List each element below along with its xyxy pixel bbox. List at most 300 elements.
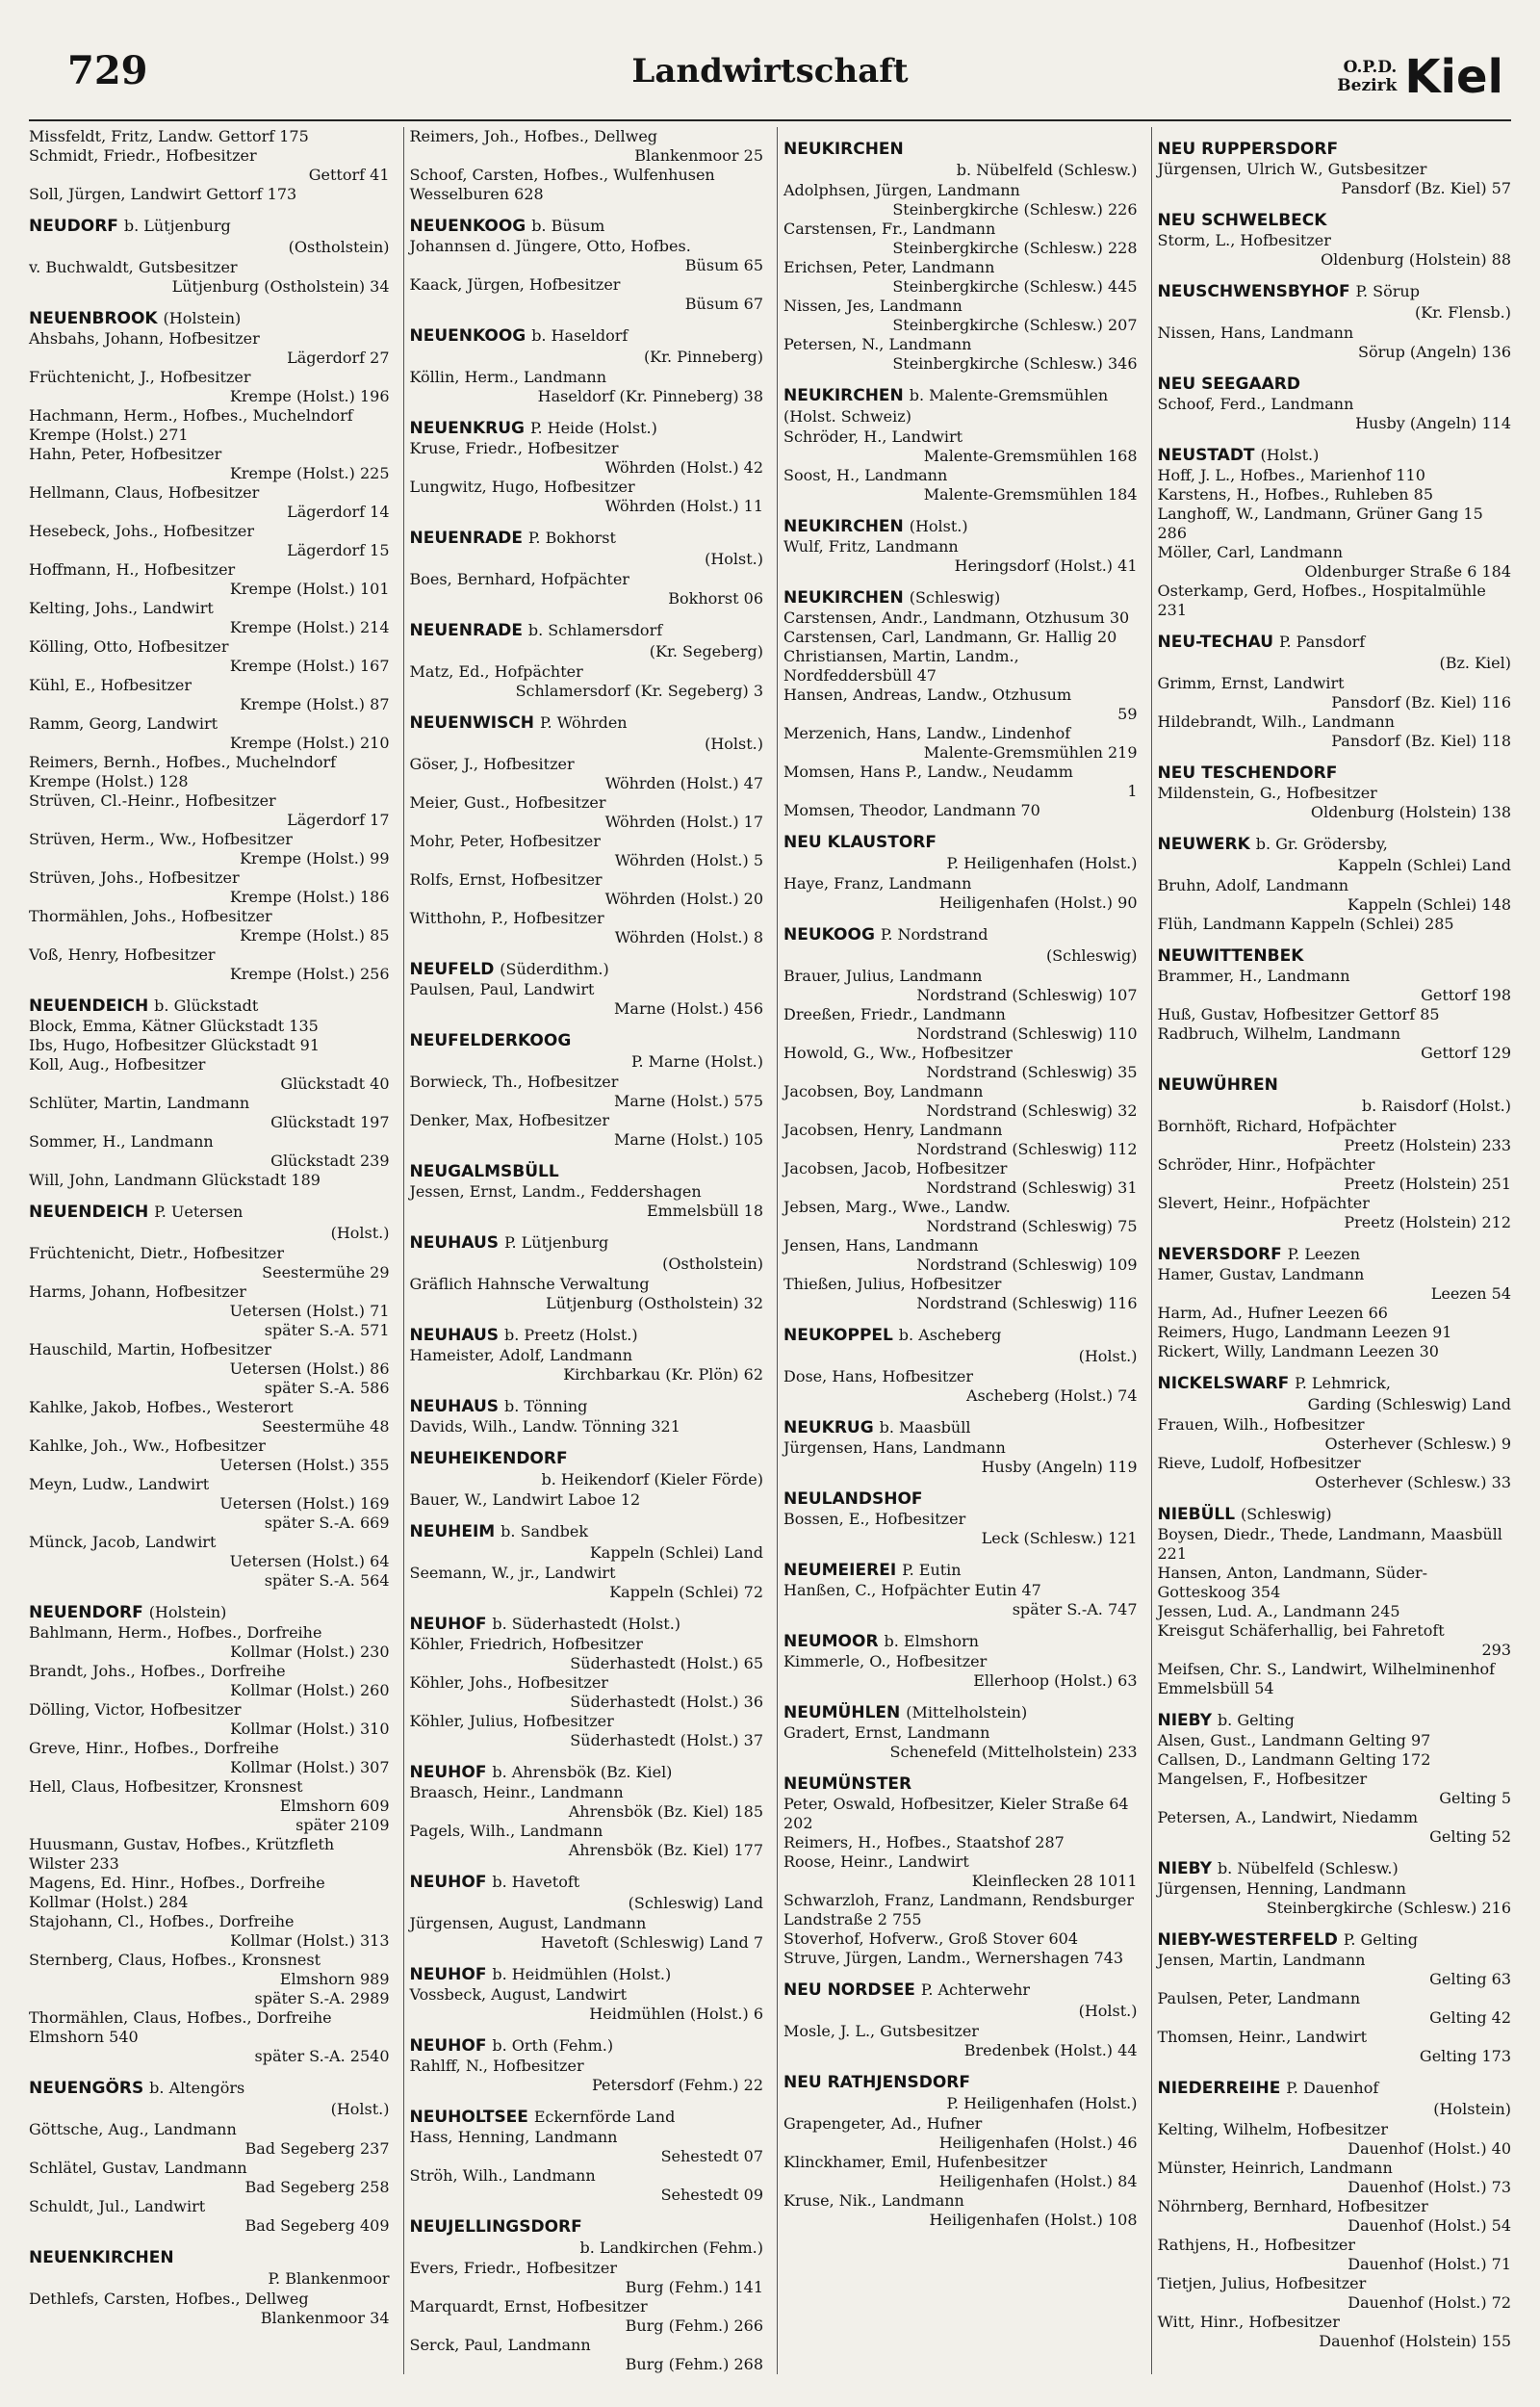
entry-location: Dauenhof (Holst.) 73 bbox=[1348, 2178, 1511, 2196]
place-name: NEUKIRCHEN bbox=[783, 588, 904, 608]
place-name: NIEBÜLL bbox=[1157, 1505, 1236, 1524]
entry-name: v. Buchwaldt, Gutsbesitzer bbox=[29, 258, 238, 276]
entry-location: Leezen 54 bbox=[1430, 1284, 1511, 1303]
entry-name: Thormählen, Johs., Hofbesitzer bbox=[29, 907, 272, 925]
entry-name: Soll, Jürgen, Landwirt Gettorf 173 bbox=[29, 185, 297, 203]
list-item bbox=[1158, 674, 1512, 712]
entry-location: Marne (Holst.) 105 bbox=[614, 1130, 763, 1149]
list-item bbox=[29, 1340, 390, 1398]
list-item bbox=[1158, 582, 1512, 620]
entry-name: Jensen, Hans, Landmann bbox=[783, 1236, 979, 1255]
place-qualifier-line: b. Heikendorf (Kieler Förde) bbox=[541, 1470, 763, 1488]
entry-name: Mohr, Peter, Hofbesitzer bbox=[409, 832, 601, 850]
place-name: NEUENBROOK bbox=[29, 309, 158, 328]
place-name: NEU TESCHENDORF bbox=[1157, 764, 1338, 783]
entry-name: Koll, Aug., Hofbesitzer bbox=[29, 1055, 206, 1074]
list-item bbox=[29, 1835, 390, 1874]
entry-name: Carstensen, Andr., Landmann, Otzhusum 30 bbox=[783, 608, 1130, 627]
entry-name: Hildebrandt, Wilh., Landmann bbox=[1157, 712, 1395, 731]
entry-location: Steinbergkirche (Schlesw.) 346 bbox=[892, 354, 1138, 373]
entry-location: Nordstrand (Schleswig) 109 bbox=[916, 1255, 1138, 1274]
list-item bbox=[410, 1346, 764, 1385]
list-item bbox=[1158, 1342, 1512, 1361]
entry-location: Steinbergkirche (Schlesw.) 445 bbox=[892, 277, 1138, 296]
place-qualifier: P. Leezen bbox=[1287, 1245, 1361, 1263]
place-name: NEUWÜHREN bbox=[1157, 1075, 1278, 1095]
list-item bbox=[29, 1739, 390, 1777]
entry-name: Roose, Heinr., Landwirt bbox=[783, 1852, 969, 1871]
place-heading bbox=[1158, 374, 1512, 395]
place-name: NEU RUPPERSDORF bbox=[1157, 140, 1339, 159]
entry-name: Strüven, Cl.-Heinr., Hofbesitzer bbox=[29, 791, 276, 810]
place-qualifier-line: (Kr. Flensb.) bbox=[1414, 303, 1511, 322]
entry-name: Dose, Hans, Hofbesitzer bbox=[783, 1367, 974, 1385]
place-name: NEUHEIKENDORF bbox=[409, 1449, 568, 1468]
place-qualifier: (Schleswig) bbox=[909, 588, 1001, 607]
place-heading bbox=[783, 2072, 1138, 2114]
place-heading bbox=[783, 516, 1138, 537]
list-item bbox=[410, 662, 764, 701]
list-item bbox=[783, 537, 1138, 576]
entry-location: Krempe (Holst.) 214 bbox=[229, 618, 390, 636]
list-item bbox=[1158, 505, 1512, 543]
entry-name: Rickert, Willy, Landmann Leezen 30 bbox=[1157, 1342, 1439, 1360]
entry-name: Merzenich, Hans, Landw., Lindenhof bbox=[783, 724, 1071, 742]
entry-location: Lütjenburg (Ostholstein) 34 bbox=[171, 277, 390, 296]
entry-name: Kelting, Wilhelm, Hofbesitzer bbox=[1157, 2120, 1389, 2138]
entry-name: Hansen, Andreas, Landw., Otzhusum bbox=[783, 686, 1072, 704]
entry-name: Witt, Hinr., Hofbesitzer bbox=[1157, 2313, 1340, 2331]
place-heading bbox=[410, 1964, 764, 1985]
list-item bbox=[29, 1017, 390, 1036]
place-qualifier-line: (Holst.) bbox=[1078, 2002, 1138, 2020]
entry-location: Marne (Holst.) 456 bbox=[614, 999, 763, 1018]
entry-location: Krempe (Holst.) 87 bbox=[240, 695, 390, 713]
entry-name: Meier, Gust., Hofbesitzer bbox=[409, 793, 606, 812]
place-name: NEUKRUG bbox=[783, 1418, 874, 1437]
entry-name: Braasch, Heinr., Landmann bbox=[409, 1783, 624, 1801]
list-item bbox=[29, 1533, 390, 1591]
page-header bbox=[29, 48, 1511, 121]
entry-name: Hanßen, C., Hofpächter Eutin 47 bbox=[783, 1581, 1041, 1599]
entry-name: Jebsen, Marg., Wwe., Landw. bbox=[783, 1198, 1011, 1216]
entry-location: Blankenmoor 34 bbox=[260, 2309, 390, 2327]
list-item bbox=[410, 1182, 764, 1221]
place-qualifier-line: (Kr. Pinneberg) bbox=[643, 348, 763, 366]
entry-name: Rathjens, H., Hofbesitzer bbox=[1157, 2236, 1356, 2254]
place-qualifier: P. Heide (Holst.) bbox=[529, 419, 657, 437]
place-heading bbox=[410, 1872, 764, 1914]
place-qualifier-line: P. Heiligenhafen (Holst.) bbox=[946, 2094, 1138, 2112]
entry-name: Greve, Hinr., Hofbes., Dorfreihe bbox=[29, 1739, 279, 1757]
list-item bbox=[1158, 1194, 1512, 1232]
entry-name: Hesebeck, Johs., Hofbesitzer bbox=[29, 522, 254, 540]
entry-name: Wulf, Fritz, Landmann bbox=[783, 537, 959, 556]
list-item bbox=[29, 1700, 390, 1739]
place-qualifier-line: b. Landkirchen (Fehm.) bbox=[579, 2239, 763, 2257]
list-item bbox=[29, 1244, 390, 1282]
entry-location: Gelting 5 bbox=[1439, 1789, 1511, 1807]
place-heading bbox=[410, 1232, 764, 1275]
place-name: NEUKIRCHEN bbox=[783, 140, 904, 159]
list-item bbox=[410, 1564, 764, 1602]
entry-name: Köhler, Friedrich, Hofbesitzer bbox=[409, 1635, 643, 1653]
place-name: NEUSTADT bbox=[1157, 446, 1255, 465]
entry-name: Nissen, Jes, Landmann bbox=[783, 297, 962, 315]
entry-location: Heringsdorf (Holst.) 41 bbox=[954, 556, 1138, 575]
entry-location: Oldenburg (Holstein) 138 bbox=[1310, 803, 1511, 821]
entry-name: Früchtenicht, J., Hofbesitzer bbox=[29, 368, 251, 386]
entry-name: Sommer, H., Landmann bbox=[29, 1132, 214, 1151]
entry-name: Hamer, Gustav, Landmann bbox=[1157, 1265, 1365, 1283]
place-name: NEU-TECHAU bbox=[1157, 633, 1274, 652]
entry-location: Schlamersdorf (Kr. Segeberg) 3 bbox=[515, 682, 763, 700]
place-heading bbox=[29, 1202, 390, 1244]
entry-name: Tietjen, Julius, Hofbesitzer bbox=[1157, 2274, 1367, 2292]
list-item bbox=[1158, 160, 1512, 198]
entry-name: Nöhrnberg, Bernhard, Hofbesitzer bbox=[1157, 2197, 1428, 2215]
entry-name: Davids, Wilh., Landw. Tönning 321 bbox=[409, 1417, 680, 1436]
entry-name: Hameister, Adolf, Landmann bbox=[409, 1346, 633, 1364]
entry-location: 293 bbox=[1481, 1641, 1511, 1659]
entry-name: Karstens, H., Hofbes., Ruhleben 85 bbox=[1157, 485, 1434, 504]
list-item bbox=[1158, 1731, 1512, 1750]
list-item bbox=[410, 2128, 764, 2166]
entry-location: Pansdorf (Bz. Kiel) 57 bbox=[1341, 179, 1511, 197]
entry-name: Hansen, Anton, Landmann, Süder-Gotteskoog 354 bbox=[1157, 1564, 1428, 1601]
place-name: NEUGALMSBÜLL bbox=[409, 1162, 559, 1181]
list-item bbox=[1158, 784, 1512, 822]
list-item bbox=[1158, 1951, 1512, 1989]
place-heading bbox=[410, 216, 764, 237]
entry-name: Hoff, J. L., Hofbes., Marienhof 110 bbox=[1157, 466, 1425, 484]
place-heading bbox=[29, 996, 390, 1017]
entry-name: Köhler, Julius, Hofbesitzer bbox=[409, 1712, 614, 1730]
place-qualifier: b. Elmshorn bbox=[884, 1632, 979, 1650]
entry-name: Jacobsen, Jacob, Hofbesitzer bbox=[783, 1159, 1008, 1178]
place-name: NIEBY bbox=[1157, 1859, 1213, 1878]
entry-name: Reimers, Hugo, Landmann Leezen 91 bbox=[1157, 1323, 1452, 1341]
list-item bbox=[783, 1159, 1138, 1198]
entry-location: Wöhrden (Holst.) 17 bbox=[604, 813, 763, 831]
place-name: NEU KLAUSTORF bbox=[783, 833, 937, 852]
place-heading bbox=[1158, 1929, 1512, 1951]
entry-name: Göser, J., Hofbesitzer bbox=[409, 755, 575, 773]
entry-name: Radbruch, Wilhelm, Landmann bbox=[1157, 1024, 1400, 1043]
place-heading bbox=[410, 2216, 764, 2259]
entry-location: Elmshorn 989 bbox=[279, 1970, 390, 1988]
list-item bbox=[410, 1914, 764, 1953]
entry-name: Jürgensen, Hans, Landmann bbox=[783, 1438, 1006, 1457]
entry-name: Kölling, Otto, Hofbesitzer bbox=[29, 637, 229, 656]
list-item bbox=[29, 868, 390, 907]
list-item bbox=[1158, 712, 1512, 751]
entry-location: Oldenburger Straße 6 184 bbox=[1304, 562, 1511, 581]
place-qualifier: P. Bokhorst bbox=[527, 529, 616, 547]
place-heading bbox=[1158, 210, 1512, 231]
entry-location: Steinbergkirche (Schlesw.) 228 bbox=[892, 239, 1138, 257]
place-qualifier: b. Heidmühlen (Holst.) bbox=[492, 1965, 672, 1983]
entry-name: Howold, G., Ww., Hofbesitzer bbox=[783, 1044, 1013, 1062]
list-item bbox=[29, 1874, 390, 1912]
region-label bbox=[1337, 50, 1503, 104]
entry-location: Heiligenhafen (Holst.) 46 bbox=[938, 2134, 1138, 2152]
entry-location: Bredenbek (Holst.) 44 bbox=[963, 2041, 1138, 2059]
entry-location: Nordstrand (Schleswig) 107 bbox=[916, 986, 1138, 1004]
list-item bbox=[1158, 2236, 1512, 2274]
place-qualifier-line: (Ostholstein) bbox=[662, 1255, 763, 1273]
list-item bbox=[410, 1275, 764, 1313]
column-4 bbox=[1151, 127, 1512, 2374]
list-item bbox=[783, 1082, 1138, 1121]
entry-name: Reimers, Joh., Hofbes., Dellweg bbox=[409, 127, 658, 145]
entry-name: Kimmerle, O., Hofbesitzer bbox=[783, 1652, 988, 1670]
entry-name: Bossen, E., Hofbesitzer bbox=[783, 1510, 966, 1528]
list-item bbox=[783, 1510, 1138, 1548]
list-item bbox=[29, 258, 390, 297]
entry-location: Steinbergkirche (Schlesw.) 207 bbox=[892, 316, 1138, 334]
place-qualifier: P. Eutin bbox=[902, 1561, 962, 1579]
place-name: NEU SCHWELBECK bbox=[1157, 211, 1327, 230]
list-item bbox=[410, 1673, 764, 1712]
list-item bbox=[783, 874, 1138, 913]
entry-location: Seestermühe 29 bbox=[262, 1263, 390, 1281]
list-item bbox=[783, 1891, 1138, 1929]
entry-location: Gelting 42 bbox=[1429, 2008, 1511, 2027]
entry-name: Pagels, Wilh., Landmann bbox=[409, 1822, 603, 1840]
place-qualifier: b. Süderhastedt (Holst.) bbox=[492, 1615, 681, 1633]
page-title: Landwirtschaft bbox=[631, 52, 909, 91]
place-qualifier: b. Gelting bbox=[1217, 1711, 1295, 1729]
place-qualifier-line: (Ostholstein) bbox=[288, 238, 390, 256]
list-item bbox=[783, 1044, 1138, 1082]
place-qualifier: b. Schlamersdorf bbox=[527, 621, 663, 639]
place-qualifier: P. Sörup bbox=[1355, 282, 1420, 300]
entry-name: Kahlke, Jakob, Hofbes., Westerort bbox=[29, 1398, 294, 1416]
list-item bbox=[783, 1581, 1138, 1619]
list-item bbox=[783, 1367, 1138, 1406]
list-item bbox=[783, 181, 1138, 220]
place-qualifier-line: (Holst.) bbox=[330, 1224, 390, 1242]
place-name: NEUHOF bbox=[409, 1763, 487, 1782]
place-heading bbox=[1158, 281, 1512, 324]
entry-name: Haye, Franz, Landmann bbox=[783, 874, 972, 893]
place-heading bbox=[29, 216, 390, 258]
list-item bbox=[1158, 1024, 1512, 1063]
place-name: NEUHEIM bbox=[409, 1522, 496, 1541]
place-heading bbox=[410, 1614, 764, 1635]
entry-name: Brammer, H., Landmann bbox=[1157, 967, 1350, 985]
entry-name: Strüven, Herm., Ww., Hofbesitzer bbox=[29, 830, 293, 848]
entry-location: Malente-Gremsmühlen 219 bbox=[923, 743, 1138, 762]
list-item bbox=[1158, 1989, 1512, 2028]
entry-location: Bad Segeberg 409 bbox=[244, 2216, 390, 2235]
entry-location: Ahrensbök (Bz. Kiel) 185 bbox=[568, 1802, 763, 1821]
entry-location: Gelting 63 bbox=[1429, 1970, 1511, 1988]
entry-location: Burg (Fehm.) 141 bbox=[625, 2278, 763, 2296]
list-item bbox=[783, 258, 1138, 297]
place-heading bbox=[1158, 445, 1512, 466]
entry-name: Matz, Ed., Hofpächter bbox=[409, 662, 583, 681]
list-item bbox=[410, 1783, 764, 1822]
place-heading bbox=[1158, 834, 1512, 876]
place-heading bbox=[783, 587, 1138, 608]
entry-name: Will, John, Landmann Glückstadt 189 bbox=[29, 1171, 321, 1189]
entry-name: Ibs, Hugo, Hofbesitzer Glückstadt 91 bbox=[29, 1036, 321, 1054]
entry-name: Boes, Bernhard, Hofpächter bbox=[409, 570, 629, 588]
place-qualifier-line: (Bz. Kiel) bbox=[1439, 654, 1511, 672]
place-qualifier: (Schleswig) bbox=[1241, 1505, 1332, 1523]
list-item bbox=[1158, 1525, 1512, 1564]
entry-location: Kollmar (Holst.) 307 bbox=[230, 1758, 390, 1776]
list-item bbox=[783, 1723, 1138, 1762]
entry-location: Sehestedt 09 bbox=[660, 2186, 763, 2204]
entry-location: Pansdorf (Bz. Kiel) 116 bbox=[1331, 693, 1511, 712]
entry-location: Nordstrand (Schleswig) 75 bbox=[926, 1217, 1138, 1235]
list-item bbox=[410, 1073, 764, 1111]
entry-name: Mosle, J. L., Gutsbesitzer bbox=[783, 2022, 979, 2040]
list-item bbox=[783, 608, 1138, 628]
list-item bbox=[29, 329, 390, 368]
place-heading bbox=[410, 1448, 764, 1490]
entry-location: Wöhrden (Holst.) 47 bbox=[604, 774, 763, 792]
entry-name: Schwarzloh, Franz, Landmann, Rendsburger Landstraße 2 755 bbox=[783, 1891, 1134, 1928]
place-heading bbox=[410, 325, 764, 368]
list-item bbox=[29, 522, 390, 560]
place-qualifier: b. Büsum bbox=[531, 217, 605, 235]
entry-name: Früchtenicht, Dietr., Hofbesitzer bbox=[29, 1244, 285, 1262]
list-item bbox=[29, 2008, 390, 2066]
entry-name: Storm, L., Hofbesitzer bbox=[1157, 231, 1331, 249]
entry-location: Gelting 52 bbox=[1429, 1827, 1511, 1846]
entry-location: Süderhastedt (Holst.) 37 bbox=[570, 1731, 763, 1749]
list-item bbox=[410, 570, 764, 608]
list-item bbox=[783, 1005, 1138, 1044]
entry-name: Struve, Jürgen, Landm., Wernershagen 743 bbox=[783, 1949, 1124, 1967]
entry-name: Dethlefs, Carsten, Hofbes., Dellweg bbox=[29, 2290, 309, 2308]
list-item bbox=[1158, 1660, 1512, 1698]
list-item bbox=[1158, 915, 1512, 934]
entry-name: Schoof, Carsten, Hofbes., Wulfenhusen Wesselburen 628 bbox=[409, 166, 715, 203]
place-name: NEUKOPPEL bbox=[783, 1326, 893, 1345]
entry-location: Petersdorf (Fehm.) 22 bbox=[592, 2076, 763, 2094]
list-item bbox=[29, 368, 390, 406]
entry-location: Heiligenhafen (Holst.) 108 bbox=[929, 2211, 1138, 2229]
list-item bbox=[1158, 1564, 1512, 1602]
place-heading bbox=[410, 1161, 764, 1182]
place-heading bbox=[410, 620, 764, 662]
list-item bbox=[1158, 543, 1512, 582]
place-heading bbox=[410, 2107, 764, 2128]
place-name: NEUHAUS bbox=[409, 1397, 500, 1416]
entry-name: Evers, Friedr., Hofbesitzer bbox=[409, 2259, 617, 2277]
entry-location: Marne (Holst.) 575 bbox=[614, 1092, 763, 1110]
entry-location: Nordstrand (Schleswig) 35 bbox=[926, 1063, 1138, 1081]
list-item bbox=[29, 1436, 390, 1475]
entry-name: Huß, Gustav, Hofbesitzer Gettorf 85 bbox=[1157, 1005, 1440, 1023]
place-heading bbox=[783, 832, 1138, 874]
entry-name: Grimm, Ernst, Landwirt bbox=[1157, 674, 1345, 692]
list-item bbox=[1158, 2313, 1512, 2351]
entry-location: Wöhrden (Holst.) 11 bbox=[604, 497, 763, 515]
place-name: NEUHOF bbox=[409, 1965, 487, 1984]
entry-name: Momsen, Hans P., Landw., Neudamm bbox=[783, 763, 1073, 781]
entry-name: Thormählen, Claus, Hofbes., Dorfreihe Elmshorn 540 bbox=[29, 2008, 332, 2046]
entry-name: Flüh, Landmann Kappeln (Schlei) 285 bbox=[1157, 915, 1454, 933]
list-item bbox=[410, 1635, 764, 1673]
list-item bbox=[1158, 1415, 1512, 1454]
entry-name: Ahsbahs, Johann, Hofbesitzer bbox=[29, 329, 260, 348]
entry-location: Süderhastedt (Holst.) 36 bbox=[570, 1693, 763, 1711]
entry-name: Thomsen, Heinr., Landwirt bbox=[1157, 2028, 1368, 2046]
place-qualifier: Eckernförde Land bbox=[533, 2108, 676, 2126]
place-heading bbox=[783, 1325, 1138, 1367]
list-item bbox=[29, 2197, 390, 2236]
place-qualifier: b. Haseldorf bbox=[531, 326, 629, 345]
list-item bbox=[1158, 967, 1512, 1005]
entry-location: Kappeln (Schlei) 148 bbox=[1348, 895, 1511, 914]
entry-name: Bahlmann, Herm., Hofbes., Dorfreihe bbox=[29, 1623, 322, 1642]
list-item bbox=[410, 870, 764, 909]
list-item bbox=[1158, 2274, 1512, 2313]
list-item bbox=[410, 127, 764, 166]
entry-name: Sternberg, Claus, Hofbes., Kronsnest bbox=[29, 1951, 321, 1969]
place-qualifier-line: (Holst.) bbox=[705, 550, 763, 568]
list-item bbox=[1158, 1602, 1512, 1621]
list-item bbox=[410, 2057, 764, 2095]
entry-location: Lütjenburg (Ostholstein) 32 bbox=[546, 1294, 763, 1312]
place-qualifier-line: (Holst.) bbox=[1078, 1347, 1138, 1365]
place-name: NEUMÜNSTER bbox=[783, 1774, 912, 1794]
entry-location: Sörup (Angeln) 136 bbox=[1358, 343, 1511, 361]
entry-name: Strüven, Johs., Hofbesitzer bbox=[29, 868, 240, 887]
entry-location: Ascheberg (Holst.) 74 bbox=[965, 1386, 1138, 1405]
directory-columns bbox=[29, 127, 1511, 2374]
entry-name: Denker, Max, Hofbesitzer bbox=[409, 1111, 609, 1129]
place-heading bbox=[783, 924, 1138, 967]
place-heading bbox=[29, 2247, 390, 2290]
place-name: NEUENDEICH bbox=[29, 996, 149, 1016]
entry-location: später S.-A. 669 bbox=[264, 1514, 390, 1532]
list-item bbox=[29, 1036, 390, 1055]
list-item bbox=[783, 967, 1138, 1005]
place-qualifier: (Holstein) bbox=[163, 309, 242, 327]
entry-name: Serck, Paul, Landmann bbox=[409, 2336, 591, 2354]
entry-name: Borwieck, Th., Hofbesitzer bbox=[409, 1073, 619, 1091]
place-qualifier-line: P. Heiligenhafen (Holst.) bbox=[946, 854, 1138, 872]
entry-name: Bauer, W., Landwirt Laboe 12 bbox=[409, 1490, 641, 1509]
list-item bbox=[1158, 876, 1512, 915]
entry-name: Ströh, Wilh., Landmann bbox=[409, 2166, 596, 2185]
entry-location: Steinbergkirche (Schlesw.) 216 bbox=[1266, 1899, 1511, 1917]
entry-name: Jürgensen, Henning, Landmann bbox=[1157, 1879, 1406, 1898]
list-item bbox=[29, 2159, 390, 2197]
entry-name: Momsen, Theodor, Landmann 70 bbox=[783, 801, 1040, 819]
place-qualifier-line: b. Raisdorf (Holst.) bbox=[1361, 1097, 1511, 1115]
entry-location: Malente-Gremsmühlen 168 bbox=[923, 447, 1138, 465]
place-qualifier-line: Kappeln (Schlei) Land bbox=[1337, 856, 1511, 874]
entry-name: Osterkamp, Gerd, Hofbes., Hospitalmühle 231 bbox=[1157, 582, 1486, 619]
list-item bbox=[783, 763, 1138, 801]
list-item bbox=[1158, 2197, 1512, 2236]
entry-name: Meyn, Ludw., Landwirt bbox=[29, 1475, 210, 1493]
entry-location: Preetz (Holstein) 212 bbox=[1344, 1213, 1511, 1231]
entry-name: Kruse, Nik., Landmann bbox=[783, 2191, 964, 2210]
list-item bbox=[29, 185, 390, 204]
entry-name: Dölling, Victor, Hofbesitzer bbox=[29, 1700, 242, 1719]
place-name: NIEDERREIHE bbox=[1157, 2079, 1281, 2098]
place-name: NEUWITTENBEK bbox=[1157, 946, 1304, 966]
